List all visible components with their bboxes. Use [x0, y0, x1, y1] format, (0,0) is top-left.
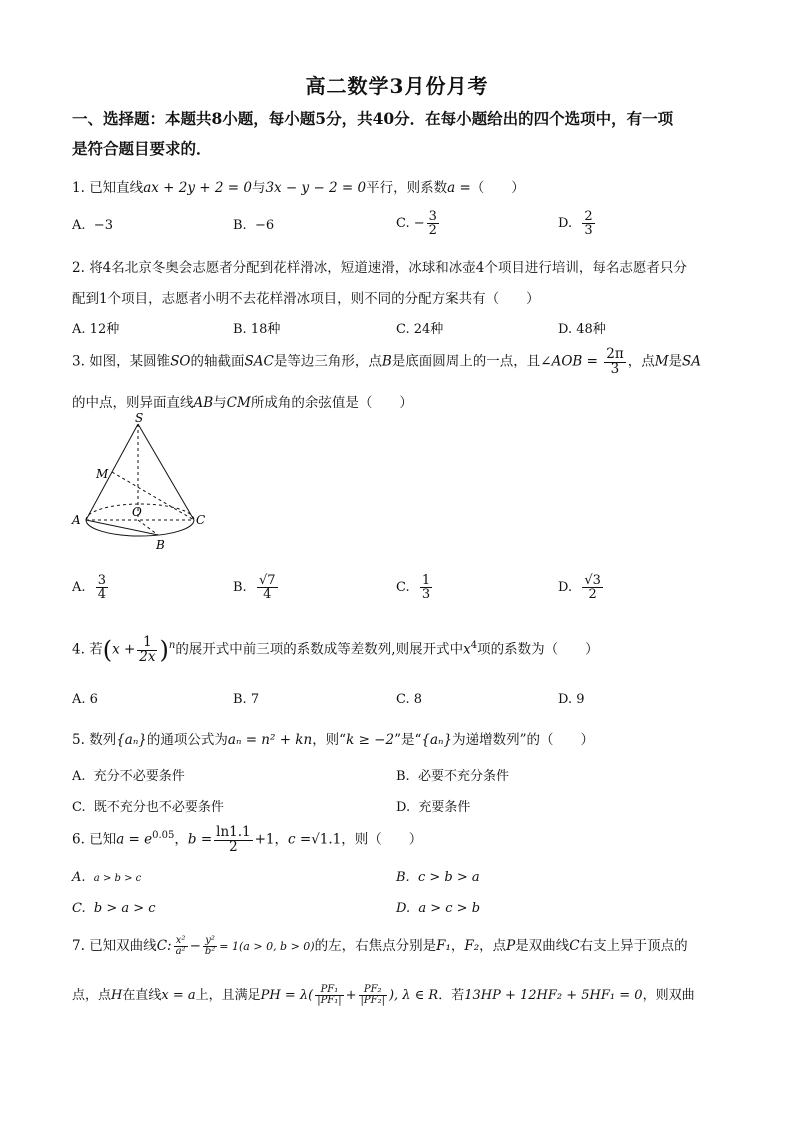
question-4-option-b[interactable]	[233, 692, 259, 707]
option-label: C.	[72, 800, 86, 815]
math-expression: ax + 2y + 2 = 0	[143, 180, 252, 196]
option-label: C.	[72, 901, 86, 916]
question-5-stem	[72, 728, 594, 748]
math-expression: x +	[112, 641, 136, 658]
option-fraction	[420, 574, 432, 601]
stem-text: 右支上异于顶点的	[579, 938, 688, 954]
option-label: C.	[396, 692, 410, 707]
question-2-option-b[interactable]	[233, 318, 280, 337]
question-3-option-b[interactable]	[233, 574, 280, 601]
cone-figure	[66, 412, 216, 562]
option-text: a > c > b	[418, 901, 481, 916]
base-front-arc	[86, 520, 194, 536]
fraction-denominator: 4	[263, 587, 272, 602]
option-fraction	[582, 574, 603, 601]
math-expression: a = e	[116, 831, 153, 848]
option-label: C.	[396, 322, 410, 337]
option-label: B.	[233, 580, 247, 595]
stem-text: 已知	[89, 831, 117, 848]
fraction-numerator: x²	[174, 936, 188, 947]
stem-text: ．若	[438, 988, 465, 1003]
fraction-numerator: 1	[421, 573, 431, 588]
option-text: 充要条件	[418, 800, 471, 815]
label-b: B	[156, 538, 165, 552]
math-expression: F₁	[436, 938, 451, 954]
math-expression: b =	[187, 831, 213, 848]
fraction-denominator: 3	[610, 360, 620, 377]
option-sign: −	[413, 216, 425, 231]
question-3-option-d[interactable]	[558, 574, 605, 601]
question-2-stem-line-2: 配到1个项目，志愿者小明不去花样滑冰项目，则不同的分配方案共有（ ）	[72, 291, 540, 307]
option-label: D.	[558, 692, 573, 707]
option-label: D.	[396, 901, 411, 916]
question-number: 3.	[72, 353, 85, 370]
option-label: D.	[558, 580, 573, 595]
question-number: 6.	[72, 831, 85, 848]
math-expression: H	[111, 988, 123, 1003]
option-label: B.	[233, 322, 247, 337]
unit-vector-pf2	[359, 985, 387, 1006]
right-paren: )	[159, 636, 169, 664]
question-6-stem	[72, 826, 422, 854]
math-expression: SA	[682, 353, 702, 370]
stem-text: ，	[174, 831, 188, 848]
fraction-denominator: b²	[204, 946, 216, 957]
stem-text: 是双曲线	[515, 938, 570, 954]
option-text: 48种	[576, 322, 606, 337]
stem-text: （ ）	[470, 180, 525, 196]
stem-text: ，则双曲	[642, 988, 695, 1003]
question-1-option-c[interactable]	[396, 210, 441, 237]
option-text: 8	[413, 692, 423, 707]
option-text: 18种	[250, 322, 281, 337]
label-s: S	[135, 412, 144, 425]
stem-text: 所成角的余弦值是（ ）	[250, 395, 413, 411]
option-text: 充分不必要条件	[93, 769, 185, 784]
option-fraction	[257, 574, 278, 601]
section-heading-line-2: 是符合题目要求的．	[72, 139, 212, 158]
option-label: B.	[396, 769, 410, 784]
angle-fraction	[604, 348, 625, 376]
vector-equation: 13HP + 12HF₂ + 5HF₁ = 0	[464, 988, 643, 1003]
question-6-option-d[interactable]	[396, 901, 480, 916]
fraction-denominator: |PF₁|	[317, 995, 342, 1006]
stem-text: 项的系数为（ ）	[477, 641, 599, 658]
option-label: A.	[72, 692, 86, 707]
question-number: 2.	[72, 260, 85, 276]
term-fraction	[137, 636, 157, 664]
math-expression: +1	[254, 831, 275, 848]
fraction-numerator: 1	[137, 636, 157, 651]
fraction-numerator: y²	[203, 936, 217, 947]
question-6-option-a[interactable]	[72, 870, 141, 885]
option-text: b > a > c	[93, 901, 156, 916]
question-number: 4.	[72, 641, 85, 658]
stem-text: ”是“	[394, 732, 422, 748]
question-4-option-a[interactable]	[72, 692, 98, 707]
math-expression: M	[654, 353, 669, 370]
math-operator: =	[582, 353, 603, 370]
label-c: C	[196, 513, 206, 527]
section-heading	[72, 104, 732, 164]
label-o: O	[132, 505, 142, 519]
y-fraction	[203, 936, 217, 957]
x-fraction	[174, 936, 188, 957]
option-label: C.	[396, 216, 410, 231]
question-5-option-c[interactable]	[72, 796, 224, 815]
option-label: D.	[558, 322, 573, 337]
option-fraction	[427, 210, 439, 237]
option-label: A.	[72, 218, 86, 233]
fraction-denominator: 2	[428, 223, 437, 238]
fraction-numerator: 3	[428, 209, 437, 224]
option-text: −6	[254, 218, 275, 233]
stem-text: ，则（ ）	[341, 831, 423, 848]
section-heading-line-1: 一、选择题：本题共8小题，每小题5分，共40分．在每小题给出的四个选项中，有一项	[72, 109, 674, 128]
stem-text: 是	[668, 353, 683, 370]
left-paren: (	[102, 636, 113, 664]
question-number: 7.	[72, 938, 85, 954]
question-5-option-d[interactable]	[396, 796, 470, 815]
question-6-option-b[interactable]	[396, 870, 480, 885]
fraction-denominator: a²	[175, 946, 186, 957]
question-4-stem	[72, 636, 599, 664]
math-expression: x = a	[161, 988, 196, 1003]
question-number: 1.	[72, 180, 85, 196]
math-operator: −	[189, 938, 201, 954]
math-expression: F₂	[464, 938, 480, 954]
stem-text: ，点	[479, 938, 507, 954]
math-expression: c =	[288, 831, 312, 848]
stem-text: 为递增数列”的（ ）	[452, 732, 594, 748]
stem-text: 数列	[89, 732, 117, 748]
question-2-option-c[interactable]	[396, 318, 443, 337]
math-expression: B	[381, 353, 392, 370]
math-expression: C	[569, 938, 580, 954]
math-expression: P	[506, 938, 516, 954]
question-2-option-a[interactable]	[72, 318, 119, 337]
math-expression: 3x − y − 2 = 0	[265, 180, 367, 196]
fraction-numerator: 3	[97, 573, 107, 588]
question-3-stem-line-2	[72, 391, 413, 411]
math-operator: +	[345, 988, 357, 1003]
option-label: D.	[396, 800, 411, 815]
option-text: 7	[250, 692, 260, 707]
fraction-numerator: PF₂	[359, 985, 387, 996]
option-label: C.	[396, 580, 410, 595]
math-expression: AB	[193, 395, 214, 411]
fraction-numerator: 2π	[606, 346, 624, 362]
option-label: B.	[233, 692, 247, 707]
page-title: 高二数学3月份月考	[305, 74, 489, 98]
segment-cm	[112, 472, 194, 520]
stem-text: 的左，右焦点分别是	[314, 938, 437, 954]
stem-text: 点，点	[72, 988, 112, 1003]
question-5-option-a[interactable]	[72, 765, 185, 784]
unit-vector-pf1	[315, 985, 343, 1006]
question-1-option-d[interactable]	[558, 210, 597, 237]
fraction-denominator: 2x	[139, 648, 156, 665]
exponent: n	[168, 640, 176, 651]
question-7-stem-line-1	[72, 934, 688, 957]
question-6-option-c[interactable]	[72, 901, 156, 916]
question-7-stem-line-2	[72, 984, 695, 1006]
math-expression: x	[463, 641, 471, 658]
stem-text: 如图，某圆锥	[89, 353, 171, 370]
math-expression: √1.1	[311, 831, 342, 848]
stem-text: 与	[251, 180, 266, 196]
question-number: 5.	[72, 732, 85, 748]
option-text: 既不充分也不必要条件	[93, 800, 224, 815]
question-4-option-c[interactable]	[396, 692, 422, 707]
label-a: A	[72, 513, 81, 527]
math-expression: SO	[170, 353, 191, 370]
option-text: 6	[89, 692, 98, 707]
stem-text: 在直线	[122, 988, 162, 1003]
fraction-numerator: ln1.1	[216, 824, 251, 840]
stem-text: 与	[213, 395, 227, 411]
option-label: A.	[72, 769, 86, 784]
segment-ab	[86, 520, 158, 535]
option-text: c > b > a	[417, 870, 480, 885]
fraction-numerator: √7	[258, 573, 276, 588]
option-text: 9	[576, 692, 585, 707]
math-expression: AOB	[551, 353, 583, 370]
question-3-option-c[interactable]	[396, 574, 434, 601]
option-label: B.	[233, 218, 247, 233]
stem-text: ，	[274, 831, 289, 848]
math-expression: {aₙ}	[421, 732, 453, 748]
b-fraction	[214, 826, 252, 854]
option-text: 24种	[413, 322, 444, 337]
math-expression: CM	[226, 395, 251, 411]
question-2-stem-line-1	[72, 256, 687, 276]
math-expression: SAC	[244, 353, 274, 370]
math-expression: C:	[156, 938, 172, 954]
fraction-numerator: √3	[584, 573, 601, 588]
fraction-denominator: 2	[229, 838, 238, 855]
question-1-stem	[72, 176, 525, 196]
fraction-denominator: 4	[97, 587, 107, 602]
option-text: 必要不充分条件	[417, 769, 509, 784]
exponent: 4	[470, 640, 478, 651]
math-expression: ), λ ∈ R	[388, 988, 439, 1003]
question-4-option-d[interactable]	[558, 692, 585, 707]
stem-text: 若	[89, 641, 103, 658]
exponent: 0.05	[152, 830, 175, 841]
option-label: A.	[72, 322, 86, 337]
stem-text: 已知双曲线	[89, 938, 157, 954]
math-expression: = 1(a > 0, b > 0)	[219, 940, 315, 953]
stem-text: 将4名北京冬奥会志愿者分配到花样滑冰，短道速滑，冰球和冰壶4个项目进行培训，每名志愿者只分	[89, 260, 687, 276]
stem-text: 是等边三角形，点	[273, 353, 382, 370]
option-fraction	[582, 210, 594, 237]
stem-text: 的中点，则异面直线	[72, 395, 194, 411]
question-1-option-a[interactable]	[72, 218, 113, 233]
stem-text: ，	[450, 938, 465, 954]
question-1-option-b[interactable]	[233, 218, 274, 233]
question-5-option-b[interactable]	[396, 765, 509, 784]
option-text: −3	[93, 218, 113, 233]
math-expression: k ≥ −2	[346, 732, 395, 748]
fraction-denominator: 3	[421, 587, 431, 602]
fraction-denominator: 2	[588, 587, 597, 602]
fraction-denominator: 3	[584, 223, 593, 238]
math-expression: a =	[447, 180, 471, 196]
stem-text: ，点	[627, 353, 655, 370]
stem-text: 是底面圆周上的一点，且∠	[391, 353, 552, 370]
label-m: M	[96, 467, 109, 481]
question-2-option-d[interactable]	[558, 318, 606, 337]
option-label: A.	[72, 870, 86, 885]
vector-expression: PH = λ(	[260, 988, 314, 1003]
fraction-numerator: PF₁	[315, 985, 343, 996]
option-label: A.	[72, 580, 86, 595]
question-3-stem-line-1	[72, 348, 701, 376]
stem-text: 上，且满足	[195, 988, 261, 1003]
math-expression: {aₙ}	[116, 732, 147, 748]
option-fraction	[96, 574, 108, 601]
math-expression: aₙ = n² + kn	[227, 732, 313, 748]
option-label: B.	[396, 870, 410, 885]
option-label: D.	[558, 216, 573, 231]
stem-text: 的通项公式为	[146, 732, 228, 748]
stem-text: 已知直线	[89, 180, 144, 196]
question-3-option-a[interactable]	[72, 574, 110, 601]
stem-text: ，则“	[312, 732, 347, 748]
stem-text: 的轴截面	[190, 353, 245, 370]
option-text: a > b > c	[93, 873, 142, 884]
stem-text: 平行，则系数	[366, 180, 448, 196]
fraction-denominator: |PF₂|	[360, 995, 385, 1006]
fraction-numerator: 2	[584, 209, 593, 224]
stem-text: 的展开式中前三项的系数成等差数列,则展开式中	[175, 641, 464, 658]
option-text: 12种	[89, 322, 120, 337]
